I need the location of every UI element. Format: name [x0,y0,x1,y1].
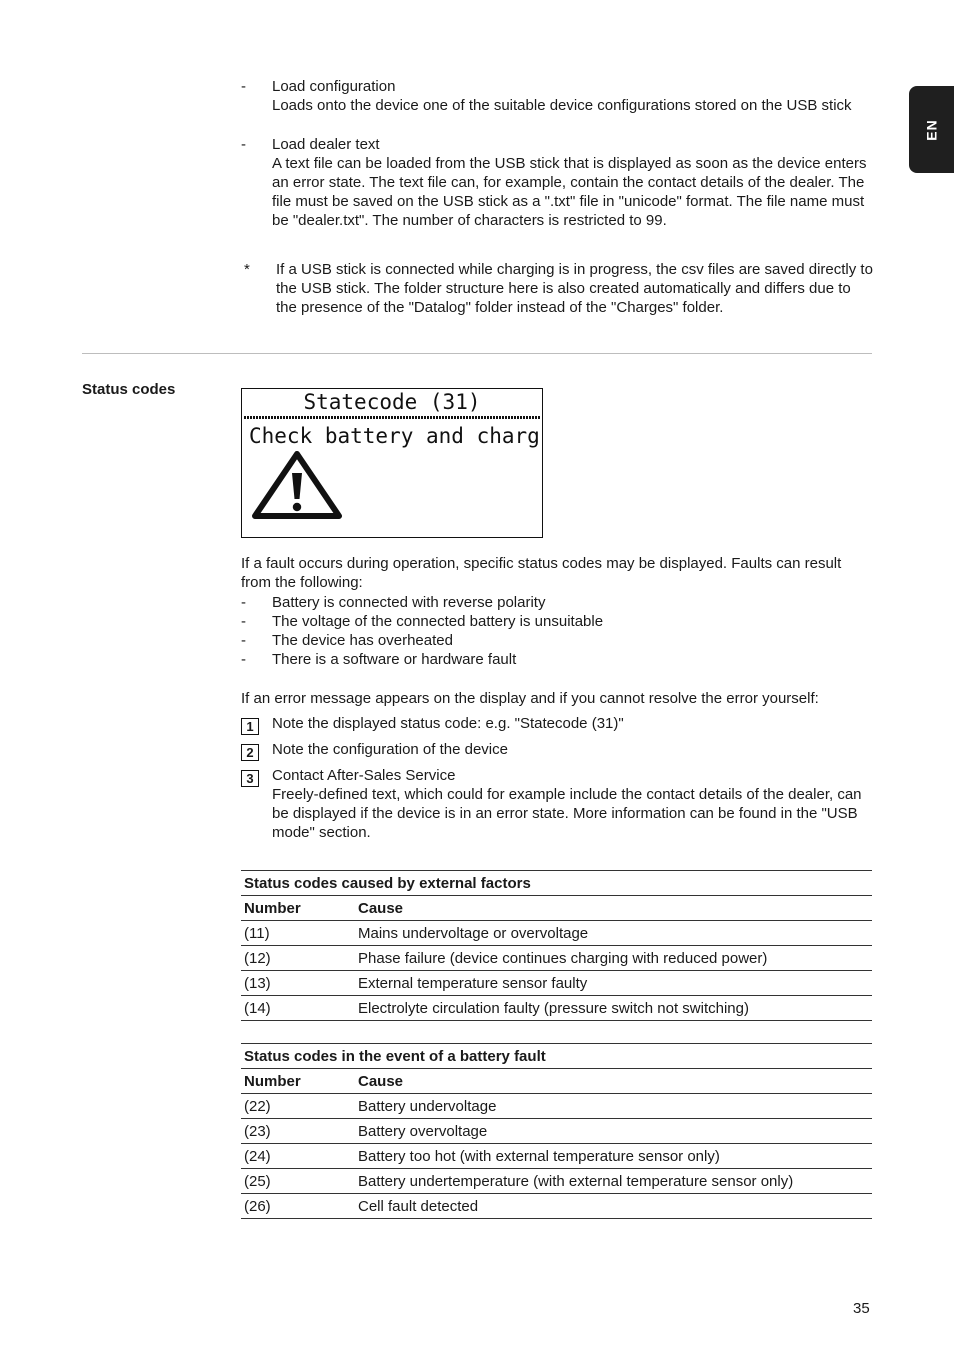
display-title: Statecode (31) [303,390,481,414]
table-row [241,996,872,1021]
cell-number: (11) [241,921,355,946]
step-number: 2 [241,744,259,761]
cell-number: (23) [241,1119,355,1144]
cell-cause: External temperature sensor faulty [355,971,872,996]
table-header-row [241,1069,872,1094]
list-item-text: Battery is connected with reverse polarity [272,594,546,611]
cell-cause: Battery overvoltage [355,1119,872,1144]
table-row [241,1119,872,1144]
list-dash: - [241,651,246,668]
step-2 [241,740,873,759]
list-item [241,593,873,612]
table-row [241,921,872,946]
table-caption-row [241,1044,872,1069]
warning-triangle-icon [252,451,342,519]
display-separator [244,416,540,419]
section-heading: Status codes [82,381,176,398]
section-divider [82,353,872,354]
step-3 [241,766,873,842]
step-detail: Freely-defined text, which could for example include the contact details of the dealer, can be displayed if the device is in an error state. More information can be found in the "USB mode" section. [272,786,862,841]
cell-number: (14) [241,996,355,1021]
language-tab [909,86,954,173]
status-codes-external-table [241,870,872,1021]
step-number: 1 [241,718,259,735]
table-caption-row [241,871,872,896]
cell-cause: Cell fault detected [355,1194,872,1219]
footnote-marker: * [244,261,250,278]
cell-cause: Battery undervoltage [355,1094,872,1119]
step-text: Note the displayed status code: e.g. "Statecode (31)" [272,715,624,732]
column-header-number: Number [241,896,355,921]
device-display [241,388,543,538]
list-item-load-dealer-text [241,135,873,230]
step-text: Note the configuration of the device [272,741,508,758]
list-item [241,612,873,631]
list-item-text: There is a software or hardware fault [272,651,517,668]
cell-number: (22) [241,1094,355,1119]
list-item-description: A text file can be loaded from the USB stick that is displayed as soon as the device enters an error state. The text file can, for example, contain the contact details of the dealer. The file must be saved on the USB stick as a ".txt" file in "unicode" format. The file name must be "dealer.txt". The number of characters is restricted to 99. [272,155,867,229]
cell-cause: Mains undervoltage or overvoltage [355,921,872,946]
page-number: 35 [853,1300,870,1317]
cell-cause: Battery too hot (with external temperature sensor only) [355,1144,872,1169]
column-header-cause: Cause [355,896,872,921]
status-codes-battery-table [241,1043,872,1219]
cell-cause: Battery undertemperature (with external temperature sensor only) [355,1169,872,1194]
intro-paragraph: If a fault occurs during operation, specific status codes may be displayed. Faults can result from the following: [241,555,842,591]
table-row [241,1144,872,1169]
table-row [241,1094,872,1119]
list-dash: - [241,78,246,95]
table-caption: Status codes in the event of a battery fault [241,1044,872,1069]
table-row [241,1194,872,1219]
table-row [241,1169,872,1194]
cell-number: (26) [241,1194,355,1219]
step-1 [241,714,873,733]
display-message: Check battery and charg [249,424,540,448]
cell-cause: Phase failure (device continues charging with reduced power) [355,946,872,971]
list-dash: - [241,632,246,649]
column-header-number: Number [241,1069,355,1094]
footnote [241,260,873,317]
list-item [241,650,873,669]
list-item-description: Loads onto the device one of the suitable device configurations stored on the USB stick [272,97,852,114]
list-dash: - [241,136,246,153]
table-row [241,971,872,996]
table-header-row [241,896,872,921]
error-intro-paragraph: If an error message appears on the display and if you cannot resolve the error yourself: [241,690,819,707]
list-item-title: Load configuration [272,78,396,95]
cell-number: (25) [241,1169,355,1194]
cell-number: (12) [241,946,355,971]
language-tab-label: EN [923,118,939,141]
list-dash: - [241,613,246,630]
table-caption: Status codes caused by external factors [241,871,872,896]
cell-number: (24) [241,1144,355,1169]
list-item-title: Load dealer text [272,136,380,153]
list-item-load-configuration [241,77,873,115]
step-text: Contact After-Sales Service [272,767,456,784]
footnote-text: If a USB stick is connected while charging is in progress, the csv files are saved directly to the USB stick. The folder structure here is also created automatically and differs due to the presence of the "Datalog" folder instead of the "Charges" folder. [276,261,873,316]
list-item-text: The voltage of the connected battery is unsuitable [272,613,604,630]
step-number: 3 [241,770,259,787]
cell-number: (13) [241,971,355,996]
list-dash: - [241,594,246,611]
cell-cause: Electrolyte circulation faulty (pressure switch not switching) [355,996,872,1021]
list-item-text: The device has overheated [272,632,453,649]
column-header-cause: Cause [355,1069,872,1094]
list-item [241,631,873,650]
table-row [241,946,872,971]
